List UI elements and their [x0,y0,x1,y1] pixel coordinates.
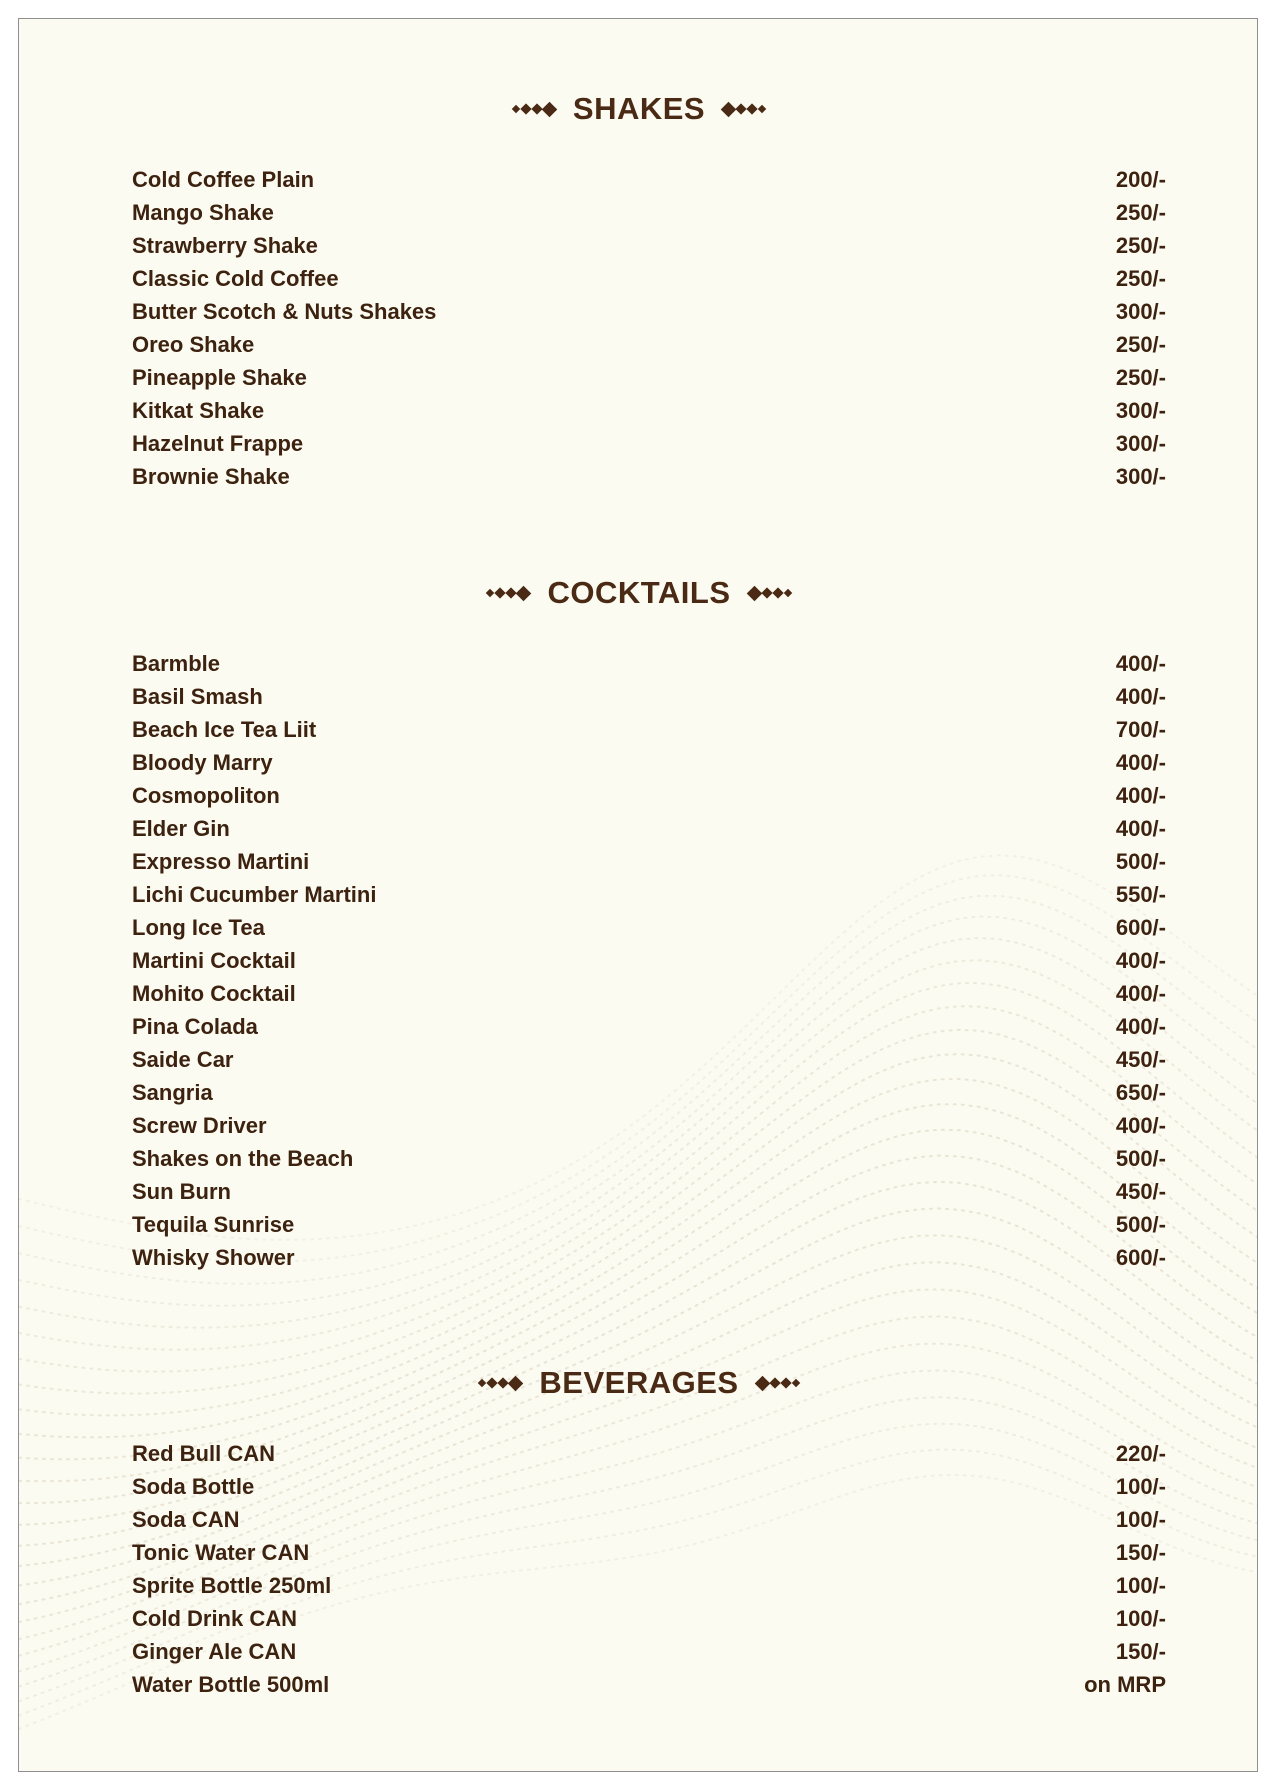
item-price: 100/- [1115,1572,1166,1598]
item-name: Mohito Cocktail [132,980,296,1006]
item-price: 250/- [1115,232,1166,258]
shakes-list [132,163,1166,493]
menu-item [132,328,1166,361]
item-price: 550/- [1115,881,1166,907]
menu-item [132,812,1166,845]
item-name: Screw Driver [132,1112,267,1138]
menu-item [132,1536,1166,1569]
item-price: 700/- [1115,716,1166,742]
menu-item [132,1076,1166,1109]
item-name: Pina Colada [132,1013,258,1039]
item-price: 300/- [1115,430,1166,456]
menu-item [132,845,1166,878]
item-name: Soda CAN [132,1506,240,1532]
item-price: 400/- [1115,749,1166,775]
section-title-cocktails [19,573,1258,613]
item-price: 400/- [1115,1013,1166,1039]
menu-item [132,1569,1166,1602]
item-price: 500/- [1115,848,1166,874]
menu-item [132,878,1166,911]
item-name: Cold Drink CAN [132,1605,297,1631]
item-name: Whisky Shower [132,1244,295,1270]
menu-item [132,779,1166,812]
diamond-ornament-right-icon [757,1378,799,1389]
item-name: Water Bottle 500ml [132,1671,330,1697]
item-price: 250/- [1115,199,1166,225]
menu-item [132,361,1166,394]
item-name: Brownie Shake [132,463,290,489]
item-price: 300/- [1115,463,1166,489]
item-name: Tonic Water CAN [132,1539,310,1565]
item-name: Lichi Cucumber Martini [132,881,377,907]
section-heading: BEVERAGES [539,1365,739,1400]
menu-item [132,427,1166,460]
item-price: 250/- [1115,331,1166,357]
menu-item [132,1241,1166,1274]
menu-page [18,18,1258,1772]
section-title-beverages [19,1363,1258,1403]
menu-item [132,647,1166,680]
item-name: Cold Coffee Plain [132,166,315,192]
item-name: Oreo Shake [132,331,255,357]
item-price: 400/- [1115,947,1166,973]
item-price: 600/- [1115,1244,1166,1270]
item-name: Sprite Bottle 250ml [132,1572,332,1598]
item-price: 400/- [1115,815,1166,841]
menu-item [132,977,1166,1010]
menu-item [132,295,1166,328]
item-name: Ginger Ale CAN [132,1638,297,1664]
diamond-ornament-left-icon [513,104,555,115]
menu-item [132,1635,1166,1668]
item-name: Elder Gin [132,815,230,841]
section-heading: COCKTAILS [547,575,731,610]
item-price: 150/- [1115,1638,1166,1664]
item-name: Mango Shake [132,199,274,225]
item-price: 100/- [1115,1473,1166,1499]
menu-item [132,1437,1166,1470]
item-name: Butter Scotch & Nuts Shakes [132,298,437,324]
item-name: Classic Cold Coffee [132,265,339,291]
item-price: 400/- [1115,650,1166,676]
menu-item [132,229,1166,262]
item-price: 100/- [1115,1506,1166,1532]
item-name: Pineapple Shake [132,364,307,390]
item-price: on MRP [1084,1671,1166,1697]
menu-item [132,911,1166,944]
menu-item [132,1602,1166,1635]
item-name: Soda Bottle [132,1473,255,1499]
menu-item [132,1503,1166,1536]
menu-item [132,746,1166,779]
cocktails-list [132,647,1166,1274]
item-price: 500/- [1115,1211,1166,1237]
beverages-list [132,1437,1166,1701]
diamond-ornament-right-icon [749,588,791,599]
diamond-ornament-left-icon [487,588,529,599]
item-price: 300/- [1115,298,1166,324]
item-name: Tequila Sunrise [132,1211,295,1237]
menu-item [132,1043,1166,1076]
item-name: Bloody Marry [132,749,273,775]
item-name: Martini Cocktail [132,947,296,973]
menu-item [132,163,1166,196]
item-name: Saide Car [132,1046,234,1072]
menu-item [132,394,1166,427]
item-name: Kitkat Shake [132,397,265,423]
item-price: 600/- [1115,914,1166,940]
item-price: 650/- [1115,1079,1166,1105]
item-price: 250/- [1115,364,1166,390]
menu-item [132,1208,1166,1241]
menu-item [132,460,1166,493]
item-price: 450/- [1115,1178,1166,1204]
item-price: 250/- [1115,265,1166,291]
item-name: Cosmopoliton [132,782,280,808]
item-name: Beach Ice Tea Liit [132,716,317,742]
item-name: Long Ice Tea [132,914,265,940]
item-name: Sun Burn [132,1178,231,1204]
diamond-ornament-right-icon [723,104,765,115]
item-name: Expresso Martini [132,848,310,874]
menu-item [132,680,1166,713]
item-price: 500/- [1115,1145,1166,1171]
diamond-ornament-left-icon [479,1378,521,1389]
item-name: Shakes on the Beach [132,1145,354,1171]
item-name: Barmble [132,650,221,676]
item-name: Red Bull CAN [132,1440,275,1466]
item-name: Strawberry Shake [132,232,318,258]
item-name: Hazelnut Frappe [132,430,304,456]
menu-item [132,944,1166,977]
section-heading: SHAKES [572,91,706,126]
menu-item [132,713,1166,746]
item-price: 300/- [1115,397,1166,423]
menu-item [132,1142,1166,1175]
item-price: 400/- [1115,1112,1166,1138]
menu-item [132,1175,1166,1208]
item-price: 220/- [1115,1440,1166,1466]
section-title-shakes [19,89,1258,129]
item-price: 200/- [1115,166,1166,192]
item-price: 400/- [1115,683,1166,709]
item-price: 150/- [1115,1539,1166,1565]
menu-item [132,1470,1166,1503]
menu-item [132,1109,1166,1142]
menu-item [132,262,1166,295]
menu-item [132,196,1166,229]
item-name: Basil Smash [132,683,263,709]
item-name: Sangria [132,1079,213,1105]
item-price: 400/- [1115,782,1166,808]
item-price: 100/- [1115,1605,1166,1631]
item-price: 400/- [1115,980,1166,1006]
item-price: 450/- [1115,1046,1166,1072]
menu-item [132,1010,1166,1043]
menu-item [132,1668,1166,1701]
